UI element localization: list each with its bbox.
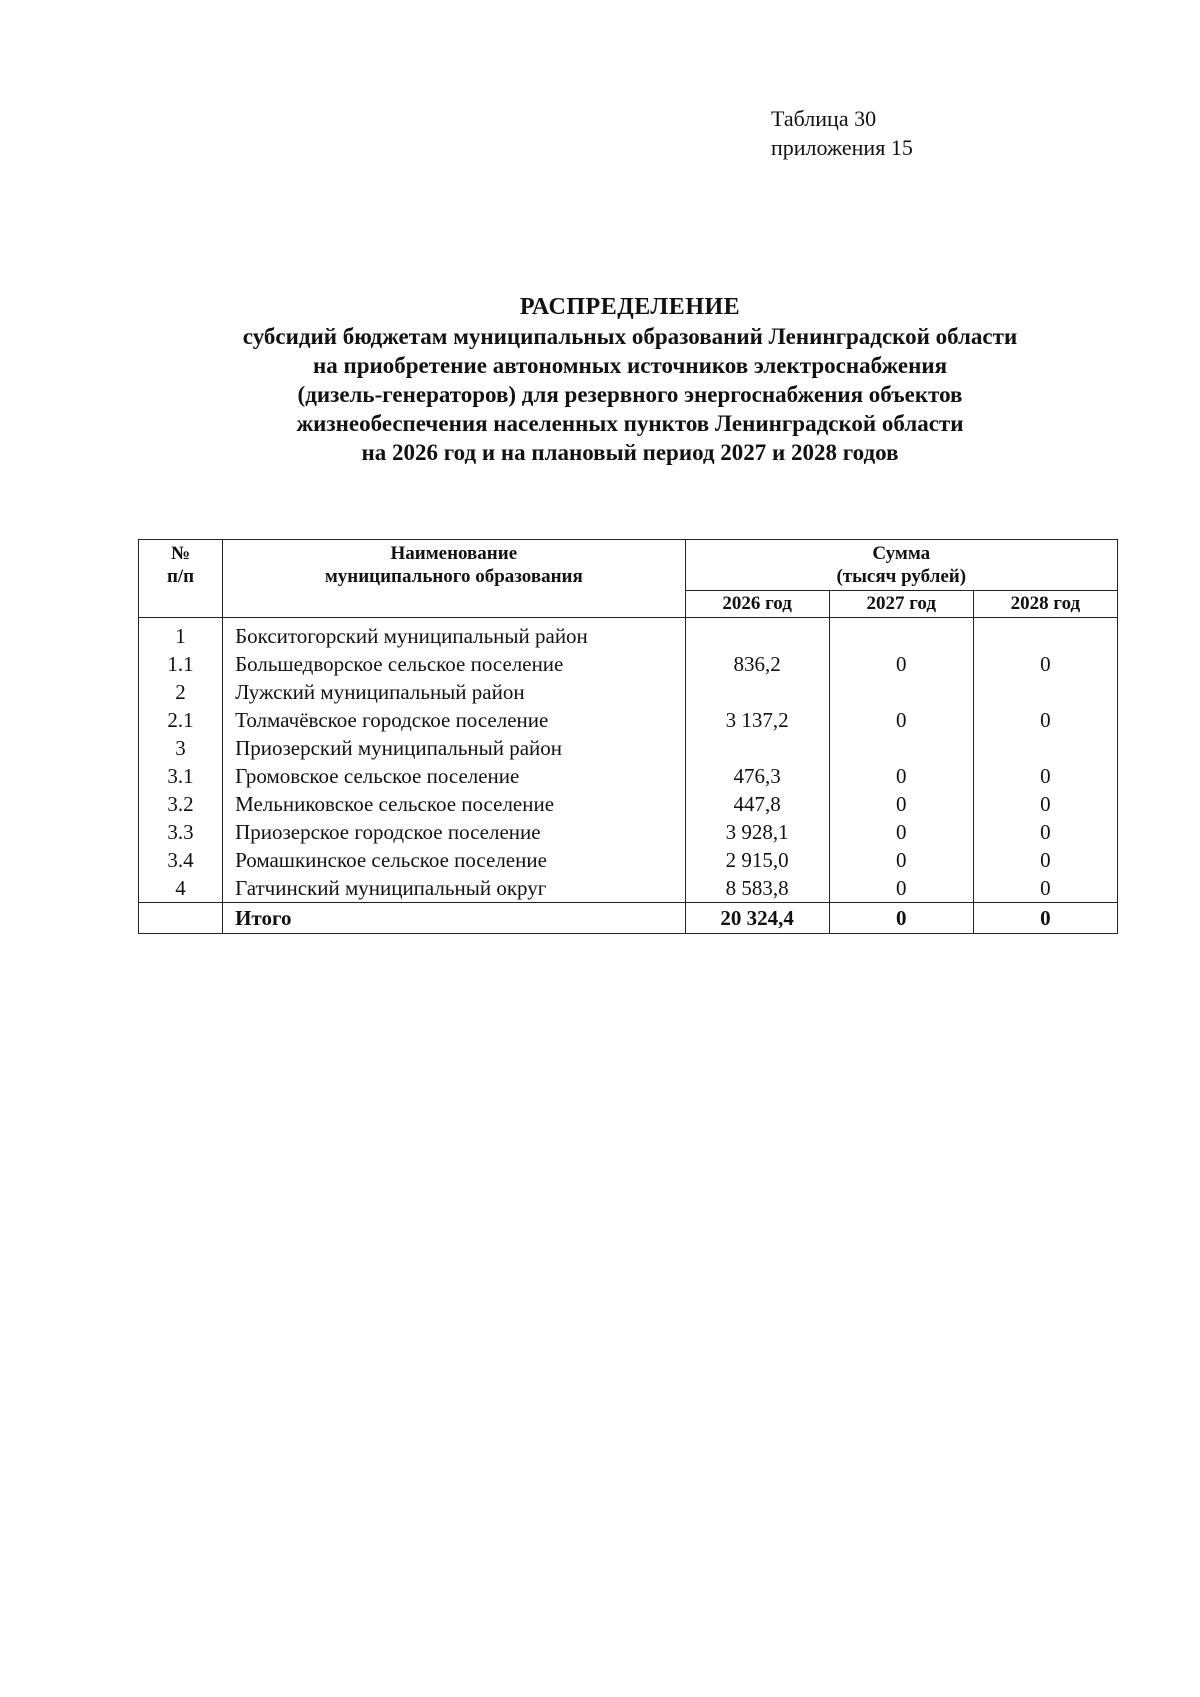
header-number-symbol: № <box>170 543 191 564</box>
header-sum-unit: (тысяч рублей) <box>836 566 967 587</box>
row-value-2027 <box>829 618 973 651</box>
row-value-2027: 0 <box>829 874 973 903</box>
row-value-2026: 2 915,0 <box>685 846 829 874</box>
row-name: Мельниковское сельское поселение <box>223 790 685 818</box>
distribution-table <box>138 539 1118 934</box>
header-sum-line1: Сумма <box>872 543 931 564</box>
row-name: Большедворское сельское поселение <box>223 650 685 678</box>
header-name-line2: муниципального образования <box>324 566 583 587</box>
row-value-2028: 0 <box>973 846 1117 874</box>
row-value-2028: 0 <box>973 650 1117 678</box>
row-value-2026: 447,8 <box>685 790 829 818</box>
row-value-2028: 0 <box>973 706 1117 734</box>
row-number: 1 <box>139 618 223 651</box>
appendix-number: приложения 15 <box>771 135 913 160</box>
header-number <box>139 540 223 618</box>
row-name: Лужский муниципальный район <box>223 678 685 706</box>
header-year-2026: 2026 год <box>685 591 829 618</box>
row-number: 1.1 <box>139 650 223 678</box>
row-number: 2 <box>139 678 223 706</box>
subtitle-line: на 2026 год и на плановый период 2027 и 2028 годов <box>361 440 899 465</box>
row-value-2028: 0 <box>973 762 1117 790</box>
row-name: Приозерское городское поселение <box>223 818 685 846</box>
row-value-2027: 0 <box>829 762 973 790</box>
row-value-2026: 3 928,1 <box>685 818 829 846</box>
document-title: РАСПРЕДЕЛЕНИЕ <box>519 294 741 320</box>
table-reference-note <box>771 104 913 162</box>
subtitle-line: (дизель-генераторов) для резервного энергоснабжения объектов <box>297 382 963 407</box>
table-row <box>139 734 1118 762</box>
row-value-2026: 476,3 <box>685 762 829 790</box>
row-value-2028: 0 <box>973 790 1117 818</box>
table-header <box>139 540 1118 618</box>
document-heading <box>130 293 1130 467</box>
row-value-2027: 0 <box>829 706 973 734</box>
row-value-2026: 3 137,2 <box>685 706 829 734</box>
row-number: 4 <box>139 874 223 903</box>
row-name: Гатчинский муниципальный округ <box>223 874 685 903</box>
header-name <box>223 540 685 618</box>
table-row <box>139 790 1118 818</box>
row-name: Бокситогорский муниципальный район <box>223 618 685 651</box>
table-number: Таблица 30 <box>771 106 877 131</box>
table-row <box>139 874 1118 903</box>
table-row <box>139 618 1118 651</box>
header-number-abbr: п/п <box>166 566 195 587</box>
table-row <box>139 846 1118 874</box>
row-value-2026: 836,2 <box>685 650 829 678</box>
row-name: Ромашкинское сельское поселение <box>223 846 685 874</box>
row-number: 3.2 <box>139 790 223 818</box>
row-value-2027: 0 <box>829 846 973 874</box>
row-value-2027: 0 <box>829 818 973 846</box>
subtitle-line: жизнеобеспечения населенных пунктов Ленинградской области <box>296 411 964 436</box>
row-name: Громовское сельское поселение <box>223 762 685 790</box>
row-value-2028: 0 <box>973 874 1117 903</box>
header-sum <box>685 540 1117 591</box>
total-value-2027: 0 <box>829 903 973 934</box>
table-row <box>139 678 1118 706</box>
table-row <box>139 650 1118 678</box>
total-row <box>139 903 1118 934</box>
subtitle-line: субсидий бюджетам муниципальных образований Ленинградской области <box>242 324 1018 349</box>
row-value-2027 <box>829 734 973 762</box>
row-value-2026 <box>685 618 829 651</box>
table-row <box>139 818 1118 846</box>
row-value-2026 <box>685 734 829 762</box>
table-body <box>139 618 1118 934</box>
table-row <box>139 762 1118 790</box>
row-value-2026 <box>685 678 829 706</box>
row-number: 3.3 <box>139 818 223 846</box>
subtitle-line: на приобретение автономных источников электроснабжения <box>312 353 948 378</box>
table-row <box>139 706 1118 734</box>
total-label: Итого <box>223 903 685 934</box>
row-value-2028 <box>973 678 1117 706</box>
row-number: 3.4 <box>139 846 223 874</box>
header-year-2027: 2027 год <box>829 591 973 618</box>
row-name: Толмачёвское городское поселение <box>223 706 685 734</box>
row-number: 3.1 <box>139 762 223 790</box>
row-value-2028: 0 <box>973 818 1117 846</box>
total-number-cell <box>139 903 223 934</box>
row-value-2026: 8 583,8 <box>685 874 829 903</box>
row-value-2027: 0 <box>829 790 973 818</box>
total-value-2028: 0 <box>973 903 1117 934</box>
row-name: Приозерский муниципальный район <box>223 734 685 762</box>
row-number: 3 <box>139 734 223 762</box>
header-year-2028: 2028 год <box>973 591 1117 618</box>
row-value-2028 <box>973 734 1117 762</box>
total-value-2026: 20 324,4 <box>685 903 829 934</box>
row-value-2028 <box>973 618 1117 651</box>
row-value-2027: 0 <box>829 650 973 678</box>
row-value-2027 <box>829 678 973 706</box>
row-number: 2.1 <box>139 706 223 734</box>
header-name-line1: Наименование <box>390 543 518 564</box>
